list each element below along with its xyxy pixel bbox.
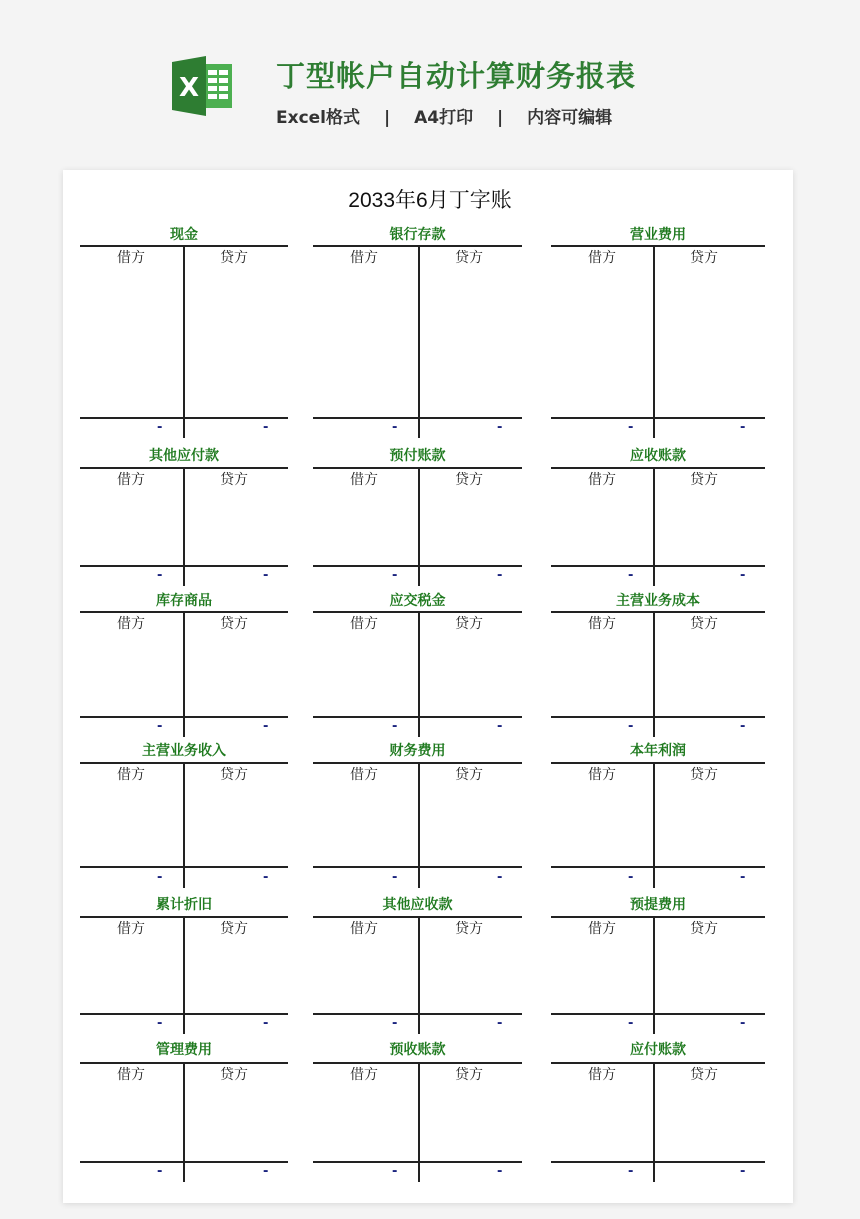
- debit-label: 借方: [117, 767, 145, 783]
- account-top-line: [551, 916, 765, 918]
- credit-label: 贷方: [690, 472, 718, 488]
- debit-label: 借方: [350, 1067, 378, 1083]
- account-divider: [418, 916, 420, 1034]
- debit-total: -: [392, 420, 398, 435]
- account-divider: [418, 762, 420, 888]
- debit-total: -: [628, 1016, 634, 1031]
- account-bottom-line: [551, 1013, 765, 1015]
- credit-total: -: [263, 1016, 269, 1031]
- debit-total: -: [628, 568, 634, 583]
- debit-label: 借方: [117, 921, 145, 937]
- debit-label: 借方: [117, 472, 145, 488]
- feature-list: [276, 103, 630, 128]
- account-bottom-line: [551, 1161, 765, 1163]
- debit-total: -: [392, 568, 398, 583]
- debit-total: -: [392, 719, 398, 734]
- credit-total: -: [740, 568, 746, 583]
- sheet-title: 2033年6月丁字账: [348, 189, 512, 212]
- credit-label: 贷方: [220, 1067, 248, 1083]
- account-title: 累计折旧: [156, 897, 212, 913]
- excel-logo-icon: [172, 56, 234, 116]
- debit-total: -: [157, 719, 163, 734]
- credit-total: -: [740, 870, 746, 885]
- account-title: 营业费用: [630, 227, 686, 243]
- credit-total: -: [740, 1016, 746, 1031]
- credit-label: 贷方: [690, 1067, 718, 1083]
- debit-total: -: [157, 568, 163, 583]
- account-title: 预收账款: [389, 1042, 446, 1058]
- account-divider: [653, 1062, 655, 1182]
- debit-total: -: [392, 1016, 398, 1031]
- credit-label: 贷方: [690, 616, 718, 632]
- debit-label: 借方: [117, 616, 145, 632]
- debit-total: -: [392, 870, 398, 885]
- credit-total: -: [263, 568, 269, 583]
- credit-total: -: [740, 1164, 746, 1179]
- account-divider: [183, 245, 185, 438]
- credit-label: 贷方: [455, 767, 483, 783]
- account-divider: [653, 467, 655, 586]
- debit-total: -: [628, 420, 634, 435]
- account-title: 主营业务收入: [142, 743, 226, 759]
- credit-total: -: [263, 420, 269, 435]
- account-bottom-line: [551, 866, 765, 868]
- debit-total: -: [157, 1016, 163, 1031]
- account-title: 应收账款: [630, 448, 686, 464]
- debit-label: 借方: [350, 472, 378, 488]
- account-top-line: [551, 245, 765, 247]
- account-divider: [418, 1062, 420, 1182]
- credit-label: 贷方: [455, 921, 483, 937]
- account-title: 管理费用: [156, 1042, 212, 1058]
- credit-total: -: [497, 568, 503, 583]
- account-divider: [183, 1062, 185, 1182]
- debit-label: 借方: [588, 767, 616, 783]
- credit-label: 贷方: [455, 1067, 483, 1083]
- credit-label: 贷方: [220, 921, 248, 937]
- account-divider: [183, 611, 185, 737]
- account-title: 财务费用: [389, 743, 446, 759]
- credit-label: 贷方: [455, 250, 483, 266]
- account-divider: [183, 762, 185, 888]
- separator: |: [383, 108, 391, 128]
- debit-total: -: [157, 420, 163, 435]
- feature-format: Excel格式: [276, 108, 361, 128]
- debit-label: 借方: [588, 921, 616, 937]
- account-divider: [183, 467, 185, 586]
- debit-label: 借方: [350, 767, 378, 783]
- account-bottom-line: [551, 565, 765, 567]
- account-title: 其他应付款: [149, 448, 219, 464]
- account-top-line: [551, 1062, 765, 1064]
- credit-total: -: [740, 420, 746, 435]
- account-divider: [653, 611, 655, 737]
- credit-total: -: [263, 1164, 269, 1179]
- credit-total: -: [497, 719, 503, 734]
- debit-label: 借方: [588, 616, 616, 632]
- account-bottom-line: [551, 417, 765, 419]
- credit-total: -: [497, 1164, 503, 1179]
- credit-label: 贷方: [690, 921, 718, 937]
- credit-total: -: [263, 719, 269, 734]
- debit-label: 借方: [588, 250, 616, 266]
- credit-label: 贷方: [220, 616, 248, 632]
- account-divider: [418, 245, 420, 438]
- debit-label: 借方: [350, 250, 378, 266]
- debit-total: -: [628, 870, 634, 885]
- credit-label: 贷方: [220, 767, 248, 783]
- account-title: 应付账款: [630, 1042, 686, 1058]
- credit-total: -: [497, 420, 503, 435]
- credit-label: 贷方: [220, 472, 248, 488]
- account-divider: [418, 611, 420, 737]
- feature-print: A4打印: [414, 108, 474, 128]
- credit-total: -: [497, 1016, 503, 1031]
- account-title: 库存商品: [156, 593, 212, 609]
- account-top-line: [551, 762, 765, 764]
- debit-label: 借方: [117, 1067, 145, 1083]
- account-divider: [653, 245, 655, 438]
- debit-label: 借方: [588, 1067, 616, 1083]
- account-title: 现金: [170, 227, 198, 243]
- debit-label: 借方: [117, 250, 145, 266]
- credit-label: 贷方: [455, 472, 483, 488]
- feature-editable: 内容可编辑: [527, 108, 613, 128]
- debit-label: 借方: [350, 921, 378, 937]
- credit-label: 贷方: [690, 250, 718, 266]
- debit-total: -: [392, 1164, 398, 1179]
- account-divider: [183, 916, 185, 1034]
- account-title: 预提费用: [630, 897, 686, 913]
- account-top-line: [551, 467, 765, 469]
- account-title: 主营业务成本: [616, 593, 700, 609]
- debit-total: -: [157, 1164, 163, 1179]
- account-divider: [653, 916, 655, 1034]
- account-title: 其他应收款: [382, 897, 453, 913]
- credit-label: 贷方: [455, 616, 483, 632]
- credit-total: -: [497, 870, 503, 885]
- account-title: 本年利润: [630, 743, 686, 759]
- separator: |: [497, 108, 504, 128]
- account-title: 银行存款: [389, 227, 446, 243]
- account-title: 应交税金: [389, 593, 446, 609]
- credit-label: 贷方: [690, 767, 718, 783]
- account-bottom-line: [551, 716, 765, 718]
- credit-label: 贷方: [220, 250, 248, 266]
- debit-total: -: [628, 1164, 634, 1179]
- account-top-line: [551, 611, 765, 613]
- svg-text:X: X: [178, 73, 200, 103]
- account-divider: [653, 762, 655, 888]
- account-divider: [418, 467, 420, 586]
- debit-label: 借方: [588, 472, 616, 488]
- debit-label: 借方: [350, 616, 378, 632]
- account-title: 预付账款: [389, 448, 446, 464]
- debit-total: -: [157, 870, 163, 885]
- credit-total: -: [740, 719, 746, 734]
- page-title: 丁型帐户自动计算财务报表: [276, 59, 637, 93]
- credit-total: -: [263, 870, 269, 885]
- debit-total: -: [628, 719, 634, 734]
